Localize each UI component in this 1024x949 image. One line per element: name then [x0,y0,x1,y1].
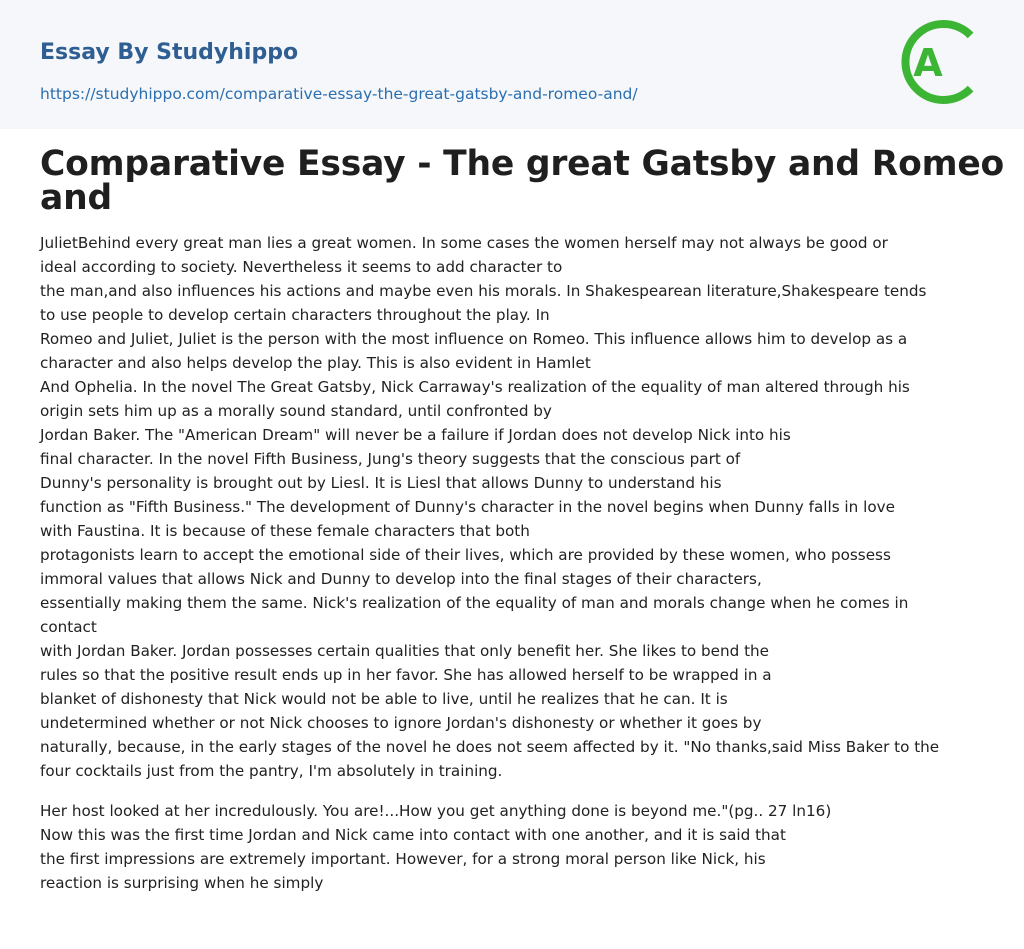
paragraph-line: essentially making them the same. Nick's realization of the equality of man and morals change when he comes in [40,594,909,612]
source-url-link[interactable]: https://studyhippo.com/comparative-essay-the-great-gatsby-and-romeo-and/ [40,85,638,103]
paragraph-line: function as "Fifth Business." The development of Dunny's character in the novel begins when Dunny falls in love [40,498,895,516]
paragraph-line: JulietBehind every great man lies a great women. In some cases the women herself may not always be good or [40,234,888,252]
essay-title [40,144,1005,218]
studyhippo-logo-icon[interactable] [900,20,984,104]
paragraph-line: immoral values that allows Nick and Dunny to develop into the final stages of their characters, [40,570,762,588]
paragraph-line: the man,and also influences his actions and maybe even his morals. In Shakespearean literature,Shakespeare tends [40,282,927,300]
paragraph-line: undetermined whether or not Nick chooses to ignore Jordan's dishonesty or whether it goes by [40,714,762,732]
site-header [0,0,1024,129]
paragraph-line: Romeo and Juliet, Juliet is the person with the most influence on Romeo. This influence allows him to develop as a [40,330,908,348]
essay-content [0,129,1024,895]
paragraph-line: four cocktails just from the pantry, I'm absolutely in training. [40,762,503,780]
essay-paragraph [40,231,984,783]
paragraph-line: naturally, because, in the early stages of the novel he does not seem affected by it. "No thanks,said Miss Baker to the [40,738,940,756]
paragraph-line: blanket of dishonesty that Nick would not be able to live, until he realizes that he can. It is [40,690,728,708]
essay-body [40,231,984,895]
essay-title-line: Comparative Essay - The great Gatsby and Romeo [40,144,1005,184]
paragraph-line: Jordan Baker. The "American Dream" will never be a failure if Jordan does not develop Nick into his [40,426,791,444]
paragraph-line: reaction is surprising when he simply [40,874,324,892]
paragraph-line: rules so that the positive result ends up in her favor. She has allowed herself to be wrapped in a [40,666,772,684]
paragraph-line: final character. In the novel Fifth Business, Jung's theory suggests that the conscious part of [40,450,741,468]
paragraph-line: to use people to develop certain characters throughout the play. In [40,306,550,324]
paragraph-line: Now this was the first time Jordan and Nick came into contact with one another, and it is said that [40,826,786,844]
site-brand[interactable]: Essay By Studyhippo [40,40,299,65]
paragraph-line: character and also helps develop the play. This is also evident in Hamlet [40,354,591,372]
paragraph-line: protagonists learn to accept the emotional side of their lives, which are provided by these women, who possess [40,546,891,564]
paragraph-line: Her host looked at her incredulously. You are!...How you get anything done is beyond me."(pg.. 27 ln16) [40,802,832,820]
paragraph-line: contact [40,618,97,636]
paragraph-line: with Jordan Baker. Jordan possesses certain qualities that only benefit her. She likes to bend the [40,642,770,660]
paragraph-line: And Ophelia. In the novel The Great Gatsby, Nick Carraway's realization of the equality of man altered through his [40,378,910,396]
paragraph-line: with Faustina. It is because of these female characters that both [40,522,530,540]
essay-title-line: and [40,178,112,218]
paragraph-line: the first impressions are extremely important. However, for a strong moral person like Nick, his [40,850,766,868]
paragraph-line: ideal according to society. Nevertheless it seems to add character to [40,258,563,276]
paragraph-line: Dunny's personality is brought out by Liesl. It is Liesl that allows Dunny to understand his [40,474,722,492]
logo-letter: A [913,41,943,85]
essay-paragraph [40,799,984,895]
paragraph-line: origin sets him up as a morally sound standard, until confronted by [40,402,552,420]
